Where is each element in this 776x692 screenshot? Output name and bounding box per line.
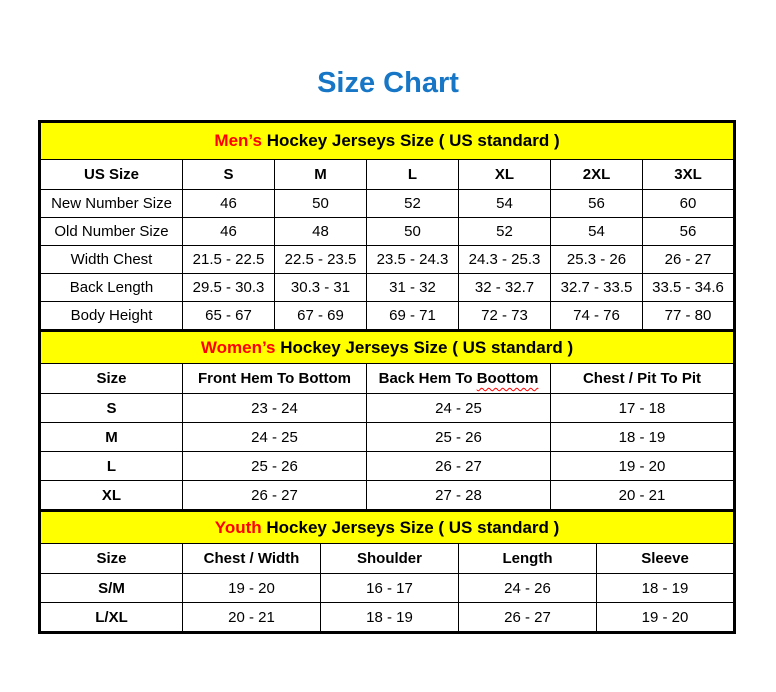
table-cell: 26 - 27 xyxy=(183,481,367,511)
column-header: 3XL xyxy=(643,160,735,190)
column-header-text: Back Hem To xyxy=(378,370,477,387)
table-cell: 16 - 17 xyxy=(321,574,459,603)
row-label: M xyxy=(40,423,183,452)
womens-band-row xyxy=(40,331,735,364)
column-header: 2XL xyxy=(551,160,643,190)
womens-header-row xyxy=(40,364,735,394)
table-cell: 24.3 - 25.3 xyxy=(459,246,551,274)
table-cell: 46 xyxy=(183,218,275,246)
column-header: Chest / Pit To Pit xyxy=(551,364,735,394)
table-row xyxy=(40,481,735,511)
table-cell: 23 - 24 xyxy=(183,394,367,423)
column-header: M xyxy=(275,160,367,190)
table-cell: 21.5 - 22.5 xyxy=(183,246,275,274)
womens-table-title xyxy=(40,331,735,364)
table-cell: 60 xyxy=(643,190,735,218)
column-header: Front Hem To Bottom xyxy=(183,364,367,394)
row-label: Width Chest xyxy=(40,246,183,274)
womens-title-accent: Women’s xyxy=(200,337,276,357)
table-row xyxy=(40,603,735,633)
table-cell: 33.5 - 34.6 xyxy=(643,274,735,302)
table-cell: 24 - 25 xyxy=(183,423,367,452)
mens-band-row xyxy=(40,122,735,160)
row-label: Body Height xyxy=(40,302,183,331)
row-label: L xyxy=(40,452,183,481)
table-cell: 46 xyxy=(183,190,275,218)
table-cell: 20 - 21 xyxy=(183,603,321,633)
table-row xyxy=(40,423,735,452)
table-cell: 24 - 26 xyxy=(459,574,597,603)
column-header: XL xyxy=(459,160,551,190)
table-cell: 26 - 27 xyxy=(367,452,551,481)
table-cell: 29.5 - 30.3 xyxy=(183,274,275,302)
table-cell: 22.5 - 23.5 xyxy=(275,246,367,274)
table-cell: 67 - 69 xyxy=(275,302,367,331)
table-cell: 56 xyxy=(551,190,643,218)
table-cell: 54 xyxy=(459,190,551,218)
youth-title-accent: Youth xyxy=(214,517,262,537)
row-label: Old Number Size xyxy=(40,218,183,246)
table-cell: 52 xyxy=(459,218,551,246)
table-cell: 52 xyxy=(367,190,459,218)
table-cell: 26 - 27 xyxy=(643,246,735,274)
column-header xyxy=(367,364,551,394)
column-header: Length xyxy=(459,544,597,574)
table-cell: 54 xyxy=(551,218,643,246)
mens-title-rest: Hockey Jerseys Size ( US standard ) xyxy=(261,131,560,150)
table-cell: 27 - 28 xyxy=(367,481,551,511)
table-row xyxy=(40,246,735,274)
table-row xyxy=(40,190,735,218)
column-header: L xyxy=(367,160,459,190)
table-cell: 25 - 26 xyxy=(367,423,551,452)
table-cell: 25.3 - 26 xyxy=(551,246,643,274)
table-cell: 77 - 80 xyxy=(643,302,735,331)
youth-header-row xyxy=(40,544,735,574)
table-cell: 19 - 20 xyxy=(597,603,735,633)
column-header: Size xyxy=(40,364,183,394)
table-cell: 18 - 19 xyxy=(321,603,459,633)
table-row xyxy=(40,218,735,246)
table-cell: 25 - 26 xyxy=(183,452,367,481)
row-label: New Number Size xyxy=(40,190,183,218)
row-label: L/XL xyxy=(40,603,183,633)
table-cell: 69 - 71 xyxy=(367,302,459,331)
mens-size-table xyxy=(38,120,736,332)
table-cell: 18 - 19 xyxy=(551,423,735,452)
table-cell: 72 - 73 xyxy=(459,302,551,331)
table-cell: 50 xyxy=(275,190,367,218)
column-header: Shoulder xyxy=(321,544,459,574)
mens-title-accent: Men’s xyxy=(214,131,262,150)
table-row xyxy=(40,394,735,423)
table-cell: 19 - 20 xyxy=(551,452,735,481)
table-cell: 56 xyxy=(643,218,735,246)
table-cell: 20 - 21 xyxy=(551,481,735,511)
row-label: Back Length xyxy=(40,274,183,302)
youth-size-table xyxy=(38,509,736,634)
column-header: Chest / Width xyxy=(183,544,321,574)
misspelled-word: Boottom xyxy=(476,370,539,387)
row-label: S xyxy=(40,394,183,423)
table-row xyxy=(40,574,735,603)
table-cell: 19 - 20 xyxy=(183,574,321,603)
row-label: S/M xyxy=(40,574,183,603)
table-row xyxy=(40,452,735,481)
womens-size-table xyxy=(38,329,736,512)
column-header: US Size xyxy=(40,160,183,190)
column-header: Sleeve xyxy=(597,544,735,574)
page-title: Size Chart xyxy=(317,67,459,99)
table-cell: 24 - 25 xyxy=(367,394,551,423)
table-cell: 23.5 - 24.3 xyxy=(367,246,459,274)
table-cell: 17 - 18 xyxy=(551,394,735,423)
table-row xyxy=(40,274,735,302)
youth-table-title xyxy=(40,511,735,544)
table-row xyxy=(40,302,735,331)
mens-header-row xyxy=(40,160,735,190)
tables-wrap xyxy=(0,120,776,634)
column-header: S xyxy=(183,160,275,190)
table-cell: 32 - 32.7 xyxy=(459,274,551,302)
youth-title-rest: Hockey Jerseys Size ( US standard ) xyxy=(261,517,560,537)
table-cell: 65 - 67 xyxy=(183,302,275,331)
youth-band-row xyxy=(40,511,735,544)
table-cell: 48 xyxy=(275,218,367,246)
row-label: XL xyxy=(40,481,183,511)
table-cell: 31 - 32 xyxy=(367,274,459,302)
table-cell: 30.3 - 31 xyxy=(275,274,367,302)
table-cell: 26 - 27 xyxy=(459,603,597,633)
womens-title-rest: Hockey Jerseys Size ( US standard ) xyxy=(275,337,574,357)
table-cell: 50 xyxy=(367,218,459,246)
mens-table-title xyxy=(40,122,735,160)
table-cell: 32.7 - 33.5 xyxy=(551,274,643,302)
table-cell: 18 - 19 xyxy=(597,574,735,603)
column-header: Size xyxy=(40,544,183,574)
table-cell: 74 - 76 xyxy=(551,302,643,331)
